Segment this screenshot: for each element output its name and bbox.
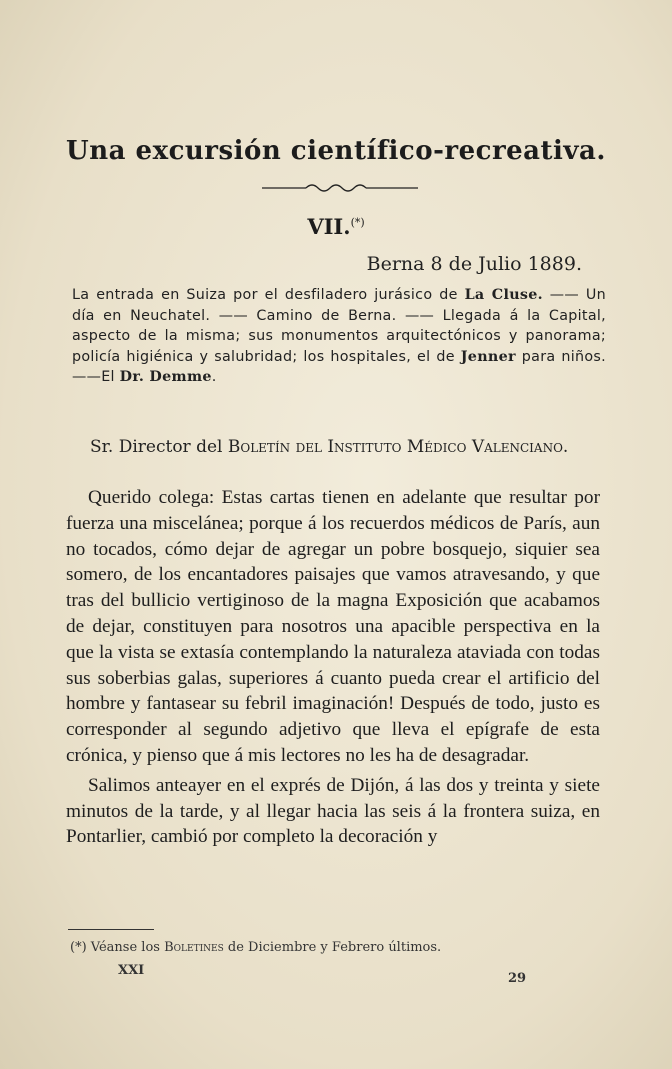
paragraph: Querido colega: Estas cartas tienen en adelante que resultar por fuerza una miscelánea; porque á los recuerdos médicos de París, aun no tocados, cómo dejar de agregar un pobre bosquejo, siquier sea somero, de los encantadores paisajes que vamos atravesando, y que tras del bullicio vertiginoso de la magna Exposición que acabamos de dejar, constituyen para nosotros una apacible perspectiva en la que la vista se extasía contemplando la naturaleza ataviada con todas sus soberbias galas, superiores á cuanto pueda crear el artificio del hombre y fantasear su febril imaginación! Después de todo, justo es corresponder al segundo adjetivo que lleva el epígrafe de esta crónica, y pienso que á mis lectores no les ha de desagradar. (66, 487, 600, 766)
printer-signature: XXI (118, 963, 145, 978)
letter-body (66, 485, 600, 850)
summary-text: —— Un día en Neuchatel. —— Camino de Berna. —— Llegada á la Capital, aspecto de la misma; sus monumentos arquitectónicos y panorama; policía higiénica y salubridad; los hospitales, el de (72, 287, 606, 365)
chapter-summary (72, 285, 606, 388)
summary-text: para niños.——El (72, 348, 606, 385)
footnote-text: Véanse los (86, 940, 165, 955)
chapter-number: VII. (307, 214, 351, 239)
summary-bold: La Cluse. (464, 287, 543, 303)
summary-text: La entrada en Suiza por el desfiladero jurásico de (72, 287, 458, 303)
dateline: Berna 8 de Julio 1889. (366, 253, 582, 275)
footnote (70, 940, 590, 955)
summary-bold: Dr. Demme (119, 369, 212, 385)
chapter-heading (0, 214, 672, 239)
footnote-ref: Boletines (164, 940, 224, 955)
ornament-divider-icon (262, 181, 418, 195)
chapter-footnote-mark: (*) (350, 216, 365, 229)
footnote-mark: (*) (70, 940, 87, 955)
summary-text: . (211, 369, 217, 385)
salutation (90, 437, 610, 457)
summary-bold: Jenner (460, 348, 516, 365)
page-number: 29 (508, 971, 527, 986)
footnote-rule (68, 929, 154, 930)
journal-name: Boletín del Instituto Médico Valenciano. (227, 437, 569, 457)
paragraph: Salimos anteayer en el exprés de Dijón, á las dos y treinta y siete minutos de la tarde, y al llegar hacia las seis á la frontera suiza, en Pontarlier, cambió por completo la decoración y (66, 774, 600, 848)
article-title: Una excursión científico-recreativa. (66, 136, 606, 166)
salutation-prefix: Sr. Director del (90, 437, 228, 457)
footnote-text: de Diciembre y Febrero últimos. (223, 940, 442, 955)
